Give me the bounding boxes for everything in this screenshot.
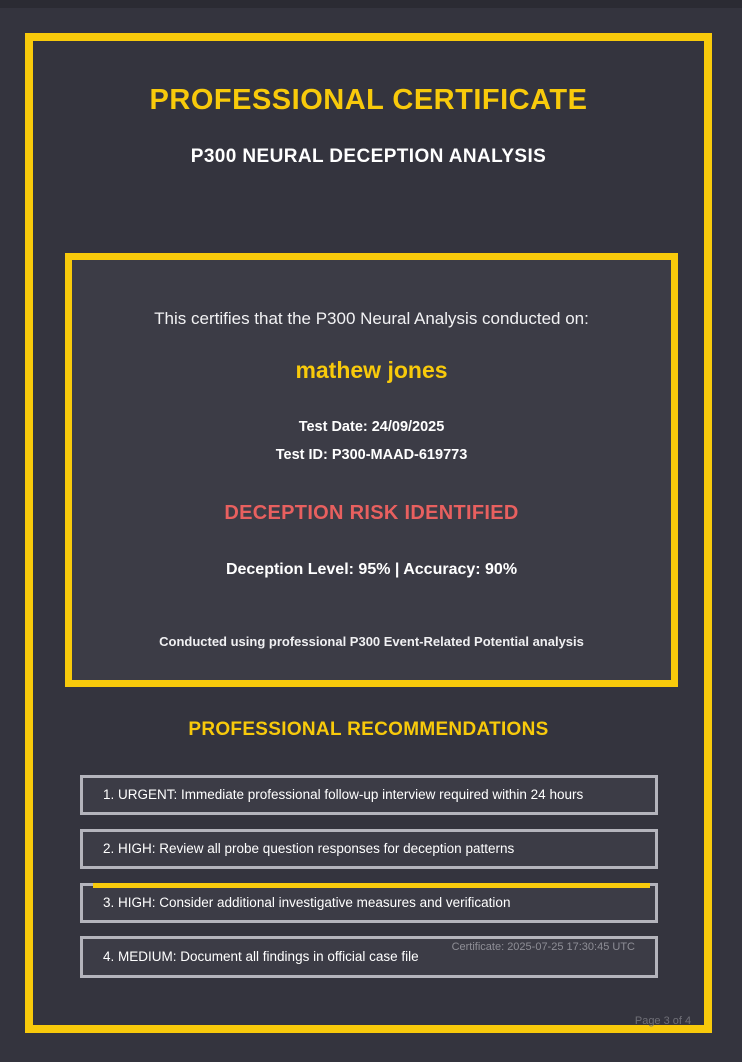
recommendation-item-1	[80, 775, 658, 815]
recommendations-heading: PROFESSIONAL RECOMMENDATIONS	[188, 719, 549, 740]
page-number: Page 3 of 4	[634, 1015, 692, 1027]
test-date: Test Date: 24/09/2025	[298, 419, 445, 435]
test-id: Test ID: P300-MAAD-619773	[275, 447, 468, 463]
certificate-timestamp: Certificate: 2025-07-25 17:30:45 UTC	[451, 941, 635, 953]
certificate-subtitle: P300 NEURAL DECEPTION ANALYSIS	[190, 146, 547, 167]
certificate-title: PROFESSIONAL CERTIFICATE	[149, 84, 588, 116]
recommendation-label: 4. MEDIUM: Document all findings in official case file	[103, 949, 419, 964]
recommendation-item-3	[80, 883, 658, 923]
highlight-strip	[93, 883, 650, 888]
page-top-edge	[0, 0, 742, 8]
recommendation-item-2	[80, 829, 658, 869]
recommendation-label: 3. HIGH: Consider additional investigative measures and verification	[103, 895, 511, 910]
certify-statement: This certifies that the P300 Neural Analysis conducted on:	[154, 309, 589, 328]
method-note: Conducted using professional P300 Event-Related Potential analysis	[159, 634, 584, 649]
subject-name: mathew jones	[295, 357, 448, 383]
recommendation-label: 1. URGENT: Immediate professional follow-up interview required within 24 hours	[103, 787, 584, 802]
recommendation-label: 2. HIGH: Review all probe question responses for deception patterns	[103, 841, 515, 856]
metrics-line: Deception Level: 95% | Accuracy: 90%	[225, 561, 518, 578]
result-banner: DECEPTION RISK IDENTIFIED	[224, 502, 519, 524]
recommendation-item-4	[80, 936, 658, 978]
